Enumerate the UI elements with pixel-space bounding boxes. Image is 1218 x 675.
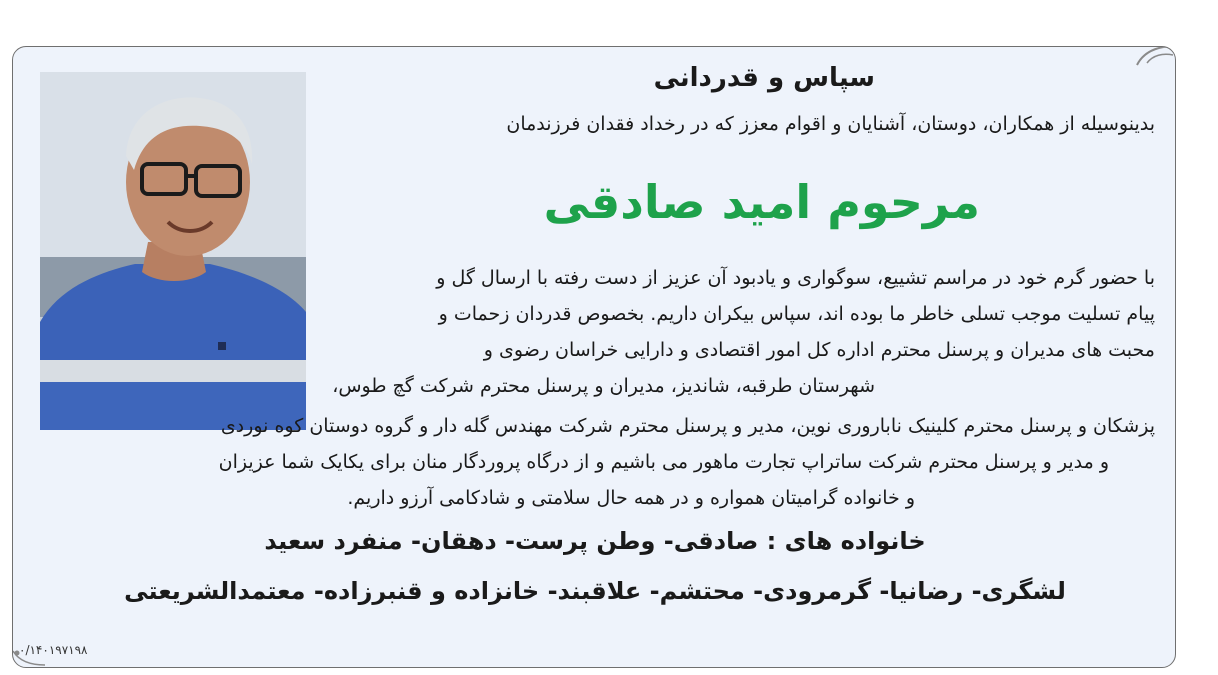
families-line-1: خانواده های : صادقی- وطن پرست- دهقان- منفرد سعید	[264, 527, 926, 555]
body-line-1: با حضور گرم خود در مراسم تشییع، سوگواری و یادبود آن عزیز از دست رفته با ارسال گل و	[436, 267, 1155, 289]
body-wide-line-3: و خانواده گرامیتان همواره و در همه حال سلامتی و شادکامی آرزو داریم.	[347, 487, 915, 509]
bottom-left-ornament-icon	[12, 645, 49, 668]
notice-frame	[12, 46, 1176, 668]
corner-ornament-icon	[1133, 46, 1176, 71]
notice-code: ۰/۱۴۰۱۹۷۱۹۸	[19, 643, 88, 657]
portrait-photo	[40, 72, 306, 430]
body-line-3: محبت های مدیران و پرسنل محترم اداره کل امور اقتصادی و دارایی خراسان رضوی و	[483, 339, 1155, 361]
notice-title: سپاس و قدردانی	[653, 63, 875, 93]
body-line-4: شهرستان طرقبه، شاندیز، مدیران و پرسنل محترم شرکت گچ طوس،	[332, 375, 875, 397]
families-line-2: لشگری- رضانیا- گرمرودی- محتشم- علاقبند- خانزاده و قنبرزاده- معتمدالشریعتی	[124, 577, 1066, 605]
body-wide-line-1: پزشکان و پرسنل محترم کلینیک ناباروری نوین، مدیر و پرسنل محترم شرکت مهندس گله دار و گروه دوستان کوه نوردی	[220, 415, 1155, 437]
portrait-illustration	[40, 72, 306, 430]
body-wide-line-2: و مدیر و پرسنل محترم شرکت ساتراپ تجارت ماهور می باشیم و از درگاه پروردگار منان برای یکایک شما عزیزان	[218, 451, 1109, 473]
deceased-name: مرحوم امید صادقی	[543, 175, 980, 229]
body-line-2: پیام تسلیت موجب تسلی خاطر ما بوده اند، سپاس بیکران داریم. بخصوص قدردان زحمات و	[438, 303, 1155, 325]
intro-line: بدینوسیله از همکاران، دوستان، آشنایان و اقوام معزز که در رخداد فقدان فرزندمان	[506, 113, 1155, 135]
